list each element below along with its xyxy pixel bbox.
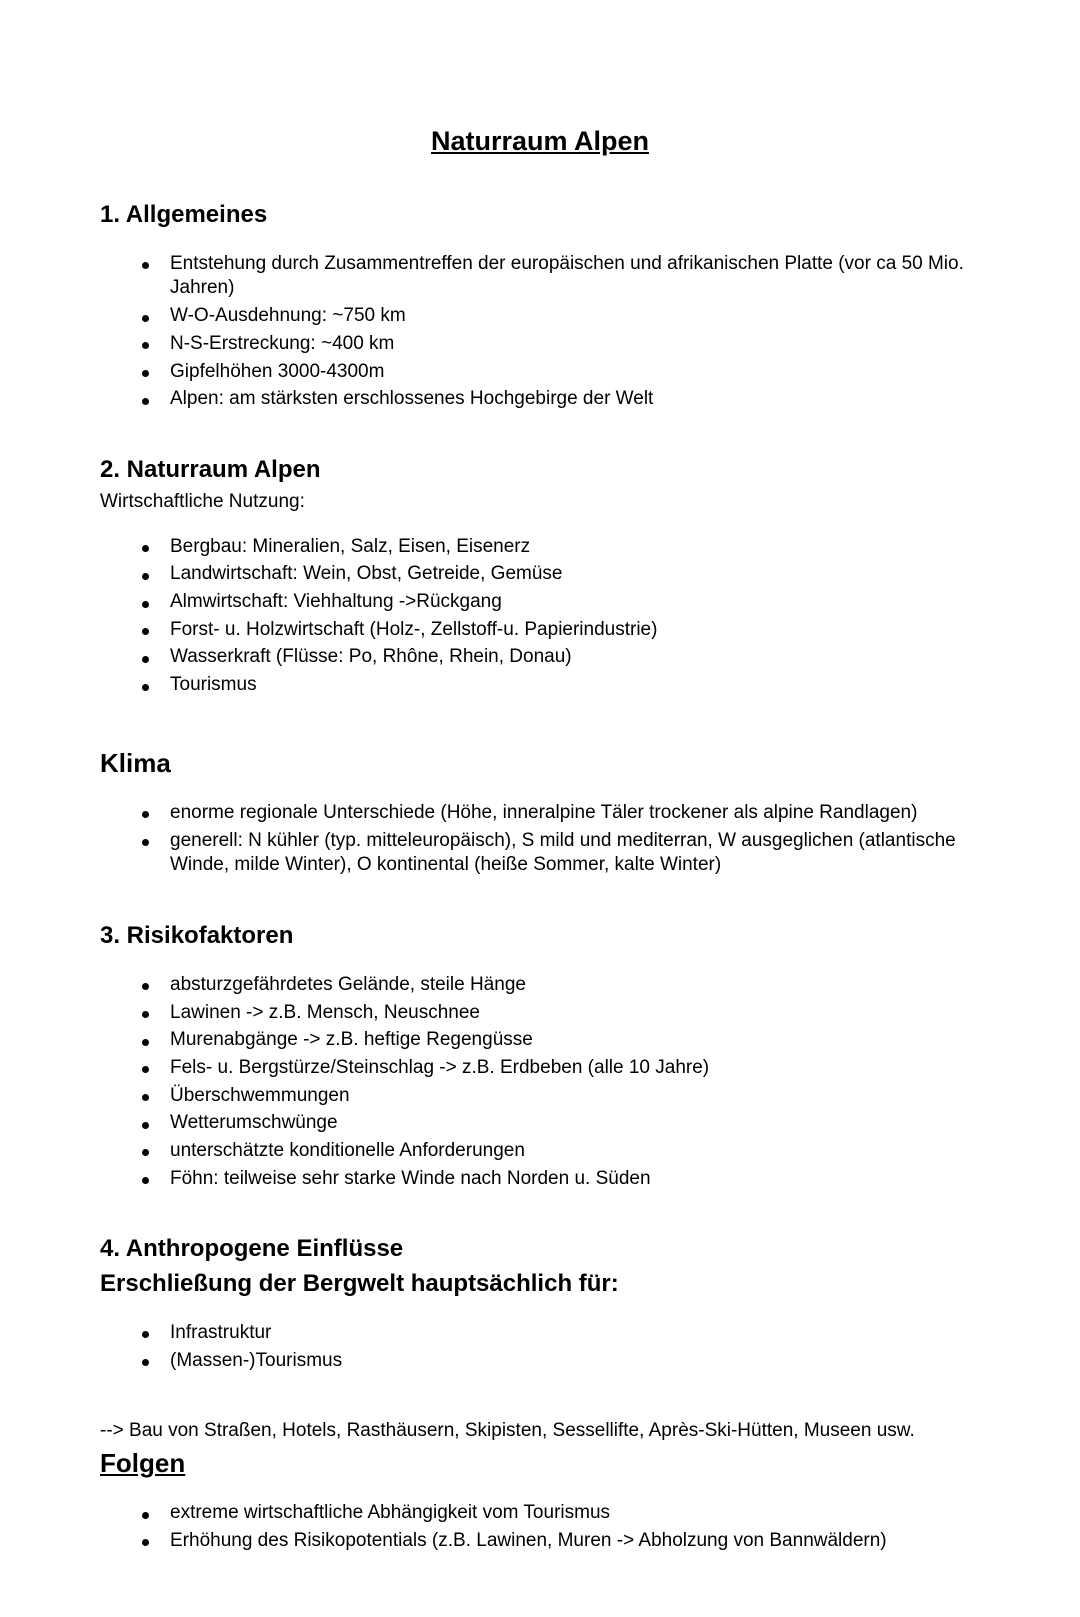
bullet-item: unterschätzte konditionelle Anforderungen (140, 1139, 980, 1164)
bullet-item: Infrastruktur (140, 1321, 980, 1346)
bullet-item: Landwirtschaft: Wein, Obst, Getreide, Gemüse (140, 562, 980, 587)
document-title: Naturraum Alpen (430, 126, 650, 156)
section-heading-klima: Klima (100, 747, 171, 778)
bullet-list-folgen (100, 1501, 980, 1553)
bullet-item: Entstehung durch Zusammentreffen der europäischen und afrikanischen Platte (vor ca 50 Mio. Jahren) (140, 252, 980, 301)
section-folgen (100, 1419, 980, 1553)
bullet-item: Murenabgänge -> z.B. heftige Regengüsse (140, 1028, 980, 1053)
bullet-list-wirtschaftliche-nutzung (100, 535, 980, 698)
bullet-item: Wasserkraft (Flüsse: Po, Rhône, Rhein, Donau) (140, 645, 980, 670)
bullet-list-klima (100, 801, 980, 878)
section-subheading-wirtschaftliche-nutzung: Wirtschaftliche Nutzung: (100, 490, 305, 512)
section-allgemeines (100, 201, 980, 412)
bullet-item: generell: N kühler (typ. mitteleuropäisch), S mild und mediterran, W ausgeglichen (atlantische Winde, milde Winter), O kontinental (heiße Sommer, kalte Winter) (140, 829, 980, 878)
bullet-item: (Massen-)Tourismus (140, 1349, 980, 1374)
arrow-note-paragraph: --> Bau von Straßen, Hotels, Rasthäusern, Skipisten, Sessellifte, Après-Ski-Hütten, Museen usw. (100, 1420, 915, 1442)
bullet-item: N-S-Erstreckung: ~400 km (140, 332, 980, 357)
bullet-item: Lawinen -> z.B. Mensch, Neuschnee (140, 1001, 980, 1026)
bullet-list-erschliessung (100, 1321, 980, 1373)
section-risikofaktoren (100, 922, 980, 1191)
bullet-item: Gipfelhöhen 3000-4300m (140, 360, 980, 385)
bullet-item: enorme regionale Unterschiede (Höhe, inneralpine Täler trockener als alpine Randlagen) (140, 801, 980, 826)
bullet-item: Bergbau: Mineralien, Salz, Eisen, Eisenerz (140, 535, 980, 560)
section-heading-folgen: Folgen (100, 1448, 186, 1479)
section-heading-naturraum-alpen: 2. Naturraum Alpen (100, 455, 321, 483)
section-heading-erschliessung: Erschließung der Bergwelt hauptsächlich für: (100, 1270, 619, 1298)
bullet-list-allgemeines (100, 252, 980, 412)
bullet-item: Forst- u. Holzwirtschaft (Holz-, Zellstoff-u. Papierindustrie) (140, 618, 980, 643)
section-naturraum-alpen (100, 456, 980, 698)
bullet-item: Überschwemmungen (140, 1084, 980, 1109)
bullet-item: Alpen: am stärksten erschlossenes Hochgebirge der Welt (140, 387, 980, 412)
bullet-item: Tourismus (140, 673, 980, 698)
bullet-item: Wetterumschwünge (140, 1111, 980, 1136)
section-anthropogene-einfluesse (100, 1235, 980, 1373)
section-heading-anthropogene-einfluesse: 4. Anthropogene Einflüsse (100, 1235, 404, 1263)
section-heading-risikofaktoren: 3. Risikofaktoren (100, 922, 294, 950)
bullet-item: W-O-Ausdehnung: ~750 km (140, 304, 980, 329)
bullet-item: Föhn: teilweise sehr starke Winde nach Norden u. Süden (140, 1167, 980, 1192)
section-klima (100, 748, 980, 878)
bullet-item: Almwirtschaft: Viehhaltung ->Rückgang (140, 590, 980, 615)
bullet-item: extreme wirtschaftliche Abhängigkeit vom Tourismus (140, 1501, 980, 1526)
section-heading-allgemeines: 1. Allgemeines (100, 201, 268, 228)
bullet-item: Fels- u. Bergstürze/Steinschlag -> z.B. Erdbeben (alle 10 Jahre) (140, 1056, 980, 1081)
bullet-list-risikofaktoren (100, 973, 980, 1192)
bullet-item: Erhöhung des Risikopotentials (z.B. Lawinen, Muren -> Abholzung von Bannwäldern) (140, 1529, 980, 1554)
bullet-item: absturzgefährdetes Gelände, steile Hänge (140, 973, 980, 998)
